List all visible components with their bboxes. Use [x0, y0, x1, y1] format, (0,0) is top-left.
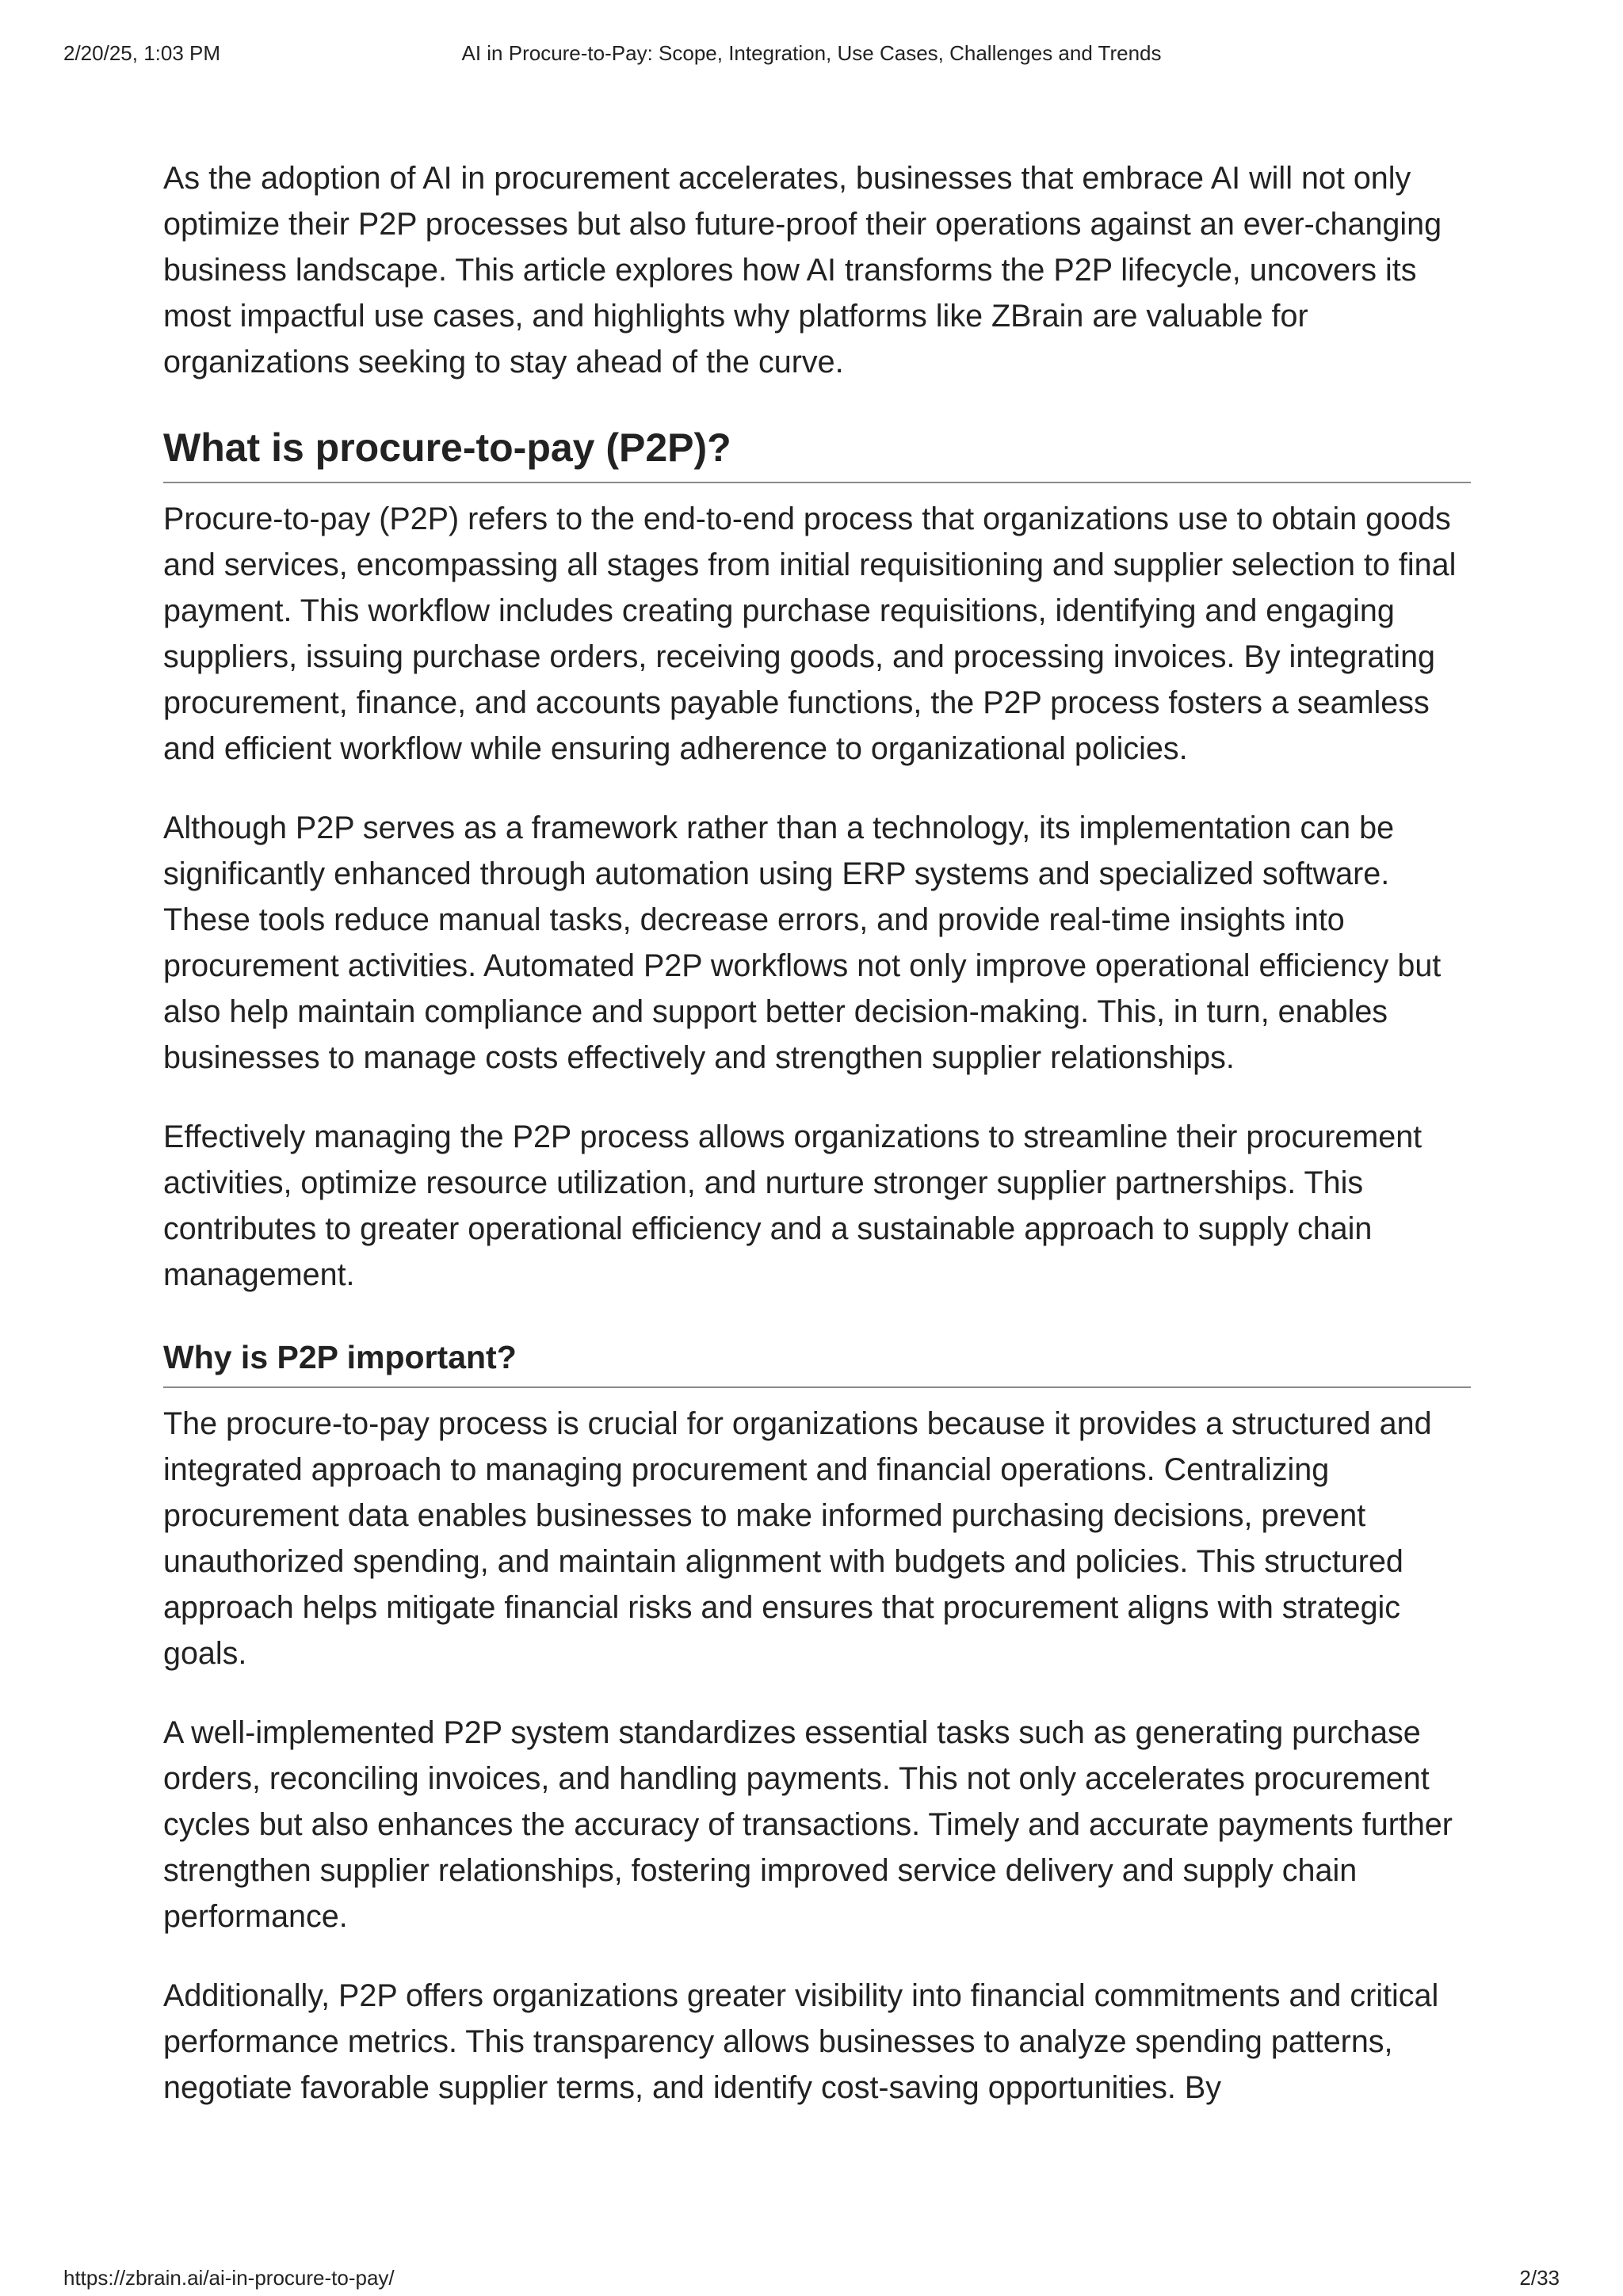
section-heading-why-p2p-important: Why is P2P important?	[163, 1334, 1471, 1388]
intro-paragraph: As the adoption of AI in procurement accelerates, businesses that embrace AI will not only optimize their P2P processes but also future-proof their operations against an ever-changing business landscape. This article explores how AI transforms the P2P lifecycle, uncovers its most impactful use cases, and highlights why platforms like ZBrain are valuable for organizations seeking to stay ahead of the curve.	[163, 161, 1442, 379]
print-header	[63, 41, 1560, 70]
print-date: 2/20/25, 1:03 PM	[63, 41, 221, 65]
paragraph: The procure-to-pay process is crucial for organizations because it provides a structured and integrated approach to managing procurement and financial operations. Centralizing procurement data enables businesses to make informed purchasing decisions, prevent unauthorized spending, and maintain alignment with budgets and policies. This structured approach helps mitigate financial risks and ensures that procurement aligns with strategic goals.	[163, 1406, 1432, 1671]
paragraph: Additionally, P2P offers organizations greater visibility into financial commitments and critical performance metrics. This transparency allows businesses to analyze spending patterns, negotiate favorable supplier terms, and identify cost-saving opportunities. By	[163, 1978, 1439, 2105]
paragraph: Procure-to-pay (P2P) refers to the end-to-end process that organizations use to obtain goods and services, encompassing all stages from initial requisitioning and supplier selection to final payment. This workflow includes creating purchase requisitions, identifying and engaging suppliers, issuing purchase orders, receiving goods, and processing invoices. By integrating procurement, finance, and accounts payable functions, the P2P process fosters a seamless and efficient workflow while ensuring adherence to organizational policies.	[163, 502, 1457, 766]
page-number: 2/33	[1519, 2266, 1560, 2290]
article-body	[163, 155, 1471, 2111]
paragraph: Effectively managing the P2P process allows organizations to streamline their procurement activities, optimize resource utilization, and nurture stronger supplier partnerships. This contributes to greater operational efficiency and a sustainable approach to supply chain management.	[163, 1119, 1423, 1292]
paragraph: Although P2P serves as a framework rather than a technology, its implementation can be significantly enhanced through automation using ERP systems and specialized software. These tools reduce manual tasks, decrease errors, and provide real-time insights into procurement activities. Automated P2P workflows not only improve operational efficiency but also help maintain compliance and support better decision-making. This, in turn, enables businesses to manage costs effectively and strengthen supplier relationships.	[163, 810, 1442, 1075]
paragraph: A well-implemented P2P system standardizes essential tasks such as generating purchase orders, reconciling invoices, and handling payments. This not only accelerates procurement cycles but also enhances the accuracy of transactions. Timely and accurate payments further strengthen supplier relationships, fostering improved service delivery and supply chain performance.	[163, 1715, 1453, 1934]
document-title: AI in Procure-to-Pay: Scope, Integration, Use Cases, Challenges and Trends	[461, 41, 1162, 65]
print-footer	[63, 2266, 1560, 2294]
section-heading-what-is-p2p: What is procure-to-pay (P2P)?	[163, 421, 1471, 483]
page-url: https://zbrain.ai/ai-in-procure-to-pay/	[63, 2266, 395, 2290]
